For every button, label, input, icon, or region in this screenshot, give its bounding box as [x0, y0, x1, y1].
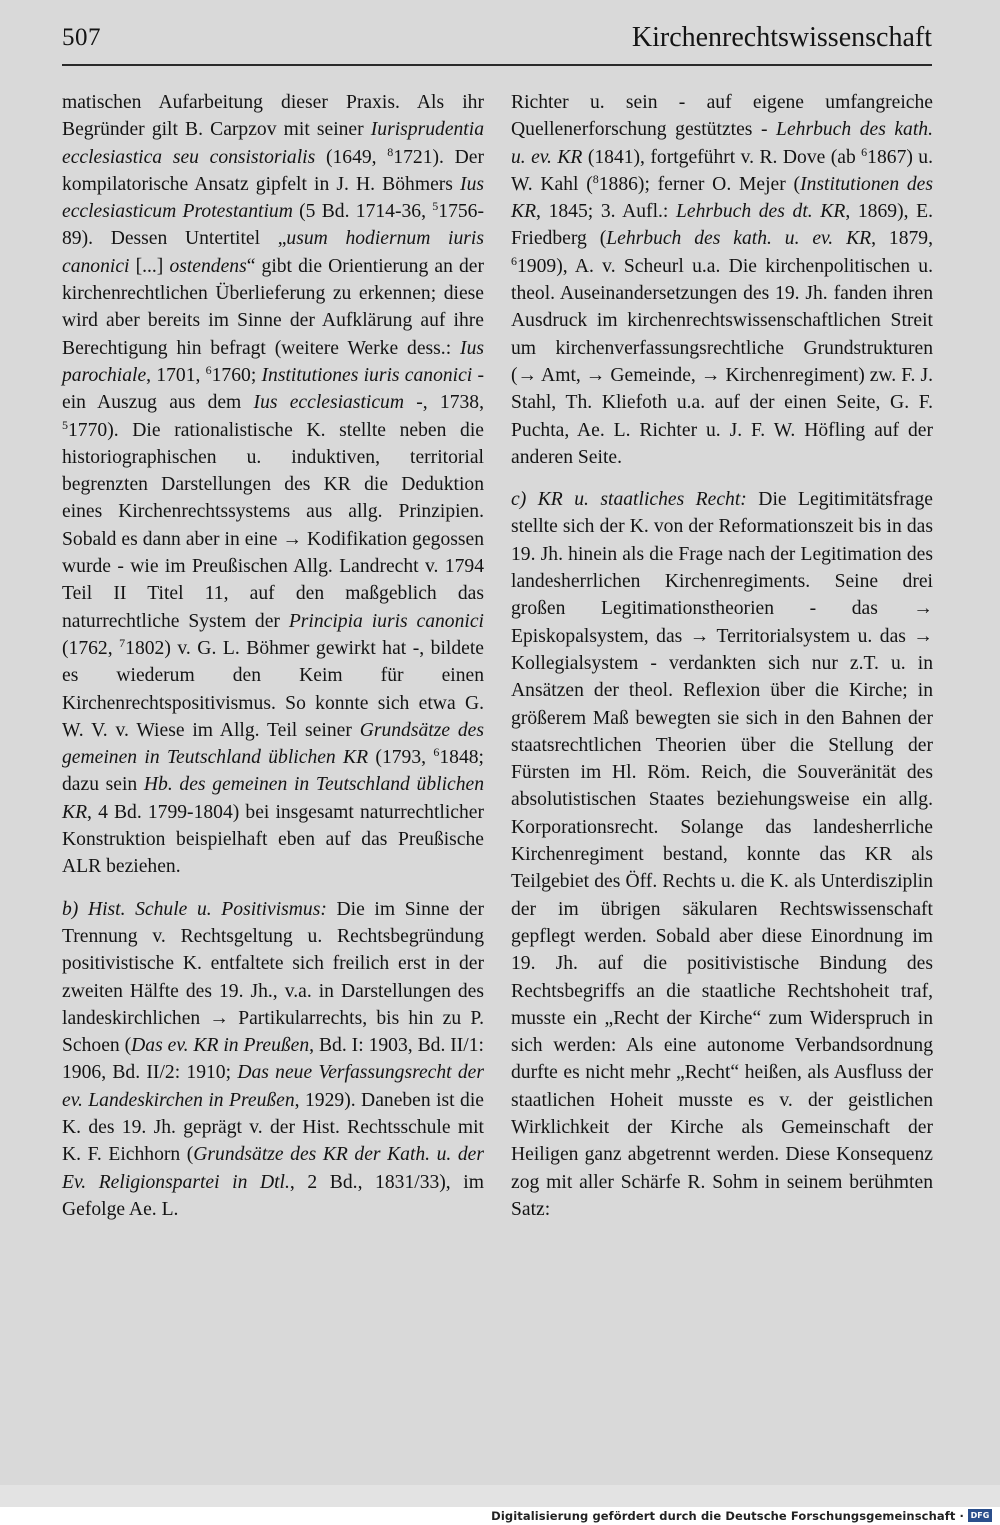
paragraph: Richter u. sein - auf eigene umfangreiche Quellenerforschung gestütztes - Lehrbuch des kath. u. ev. KR (1841), fortgeführt v. R. Dove (ab $^6$1867) u. W. Kahl ($^8$1886); ferner O. Mejer (Institutionen des KR, 1845; 3. Aufl.: Lehrbuch des dt. KR, 1869), E. Friedberg (Lehrbuch des kath. u. ev. KR, 1879, $^6$1909), A. v. Scheurl u.a. Die kirchenpolitischen u. theol. Auseinandersetzungen des 19. Jh. fanden ihren Ausdruck im kirchenrechtswissenschaftlichen Streit um kirchenverfassungsrechtliche Grundstrukturen (→ Amt, → Gemeinde, → Kirchenregiment) zw. F. J. Stahl, Th. Kliefoth u.a. auf der einen Seite, G. F. Puchta, Ae. L. Richter u. J. F. W. Höfling auf der anderen Seite. [511, 92, 933, 468]
edition-superscript: 8 [387, 144, 394, 159]
italic-title: b) Hist. Schule u. Positivismus: [62, 898, 327, 920]
paragraph: c) KR u. staatliches Recht: Die Legitimitätsfrage stellte sich der K. von der Reformationszeit bis in das 19. Jh. hinein als die Frage nach der Legitimation des landesherrlichen Kirchenregiments. Seine drei großen Legitimationstheorien - das → Episkopalsystem, das → Territorialsystem u. das → Kollegialsystem - verdankten sich nur z.T. u. in Ansätzen der theol. Reflexion über die Kirche; in größerem Maß bewegten sie sich in den Bahnen der staatsrechtlichen Theorien über die Stellung der Fürsten im Hl. Röm. Reich, die Souveränität des absolutistischen Staates beziehungsweise ein allg. Korporationsrecht. Solange das landesherrliche Kirchenregiment bestand, konnte das KR als Teilgebiet des Öff. Rechts u. die K. als Unterdisziplin der im übrigen säkularen Rechtswissenschaft gepflegt werden. Sobald aber diese Einordnung im 19. Jh. auf die positivistische Bindung des Rechtsbegriffs an die staatliche Rechtshoheit traf, musste ein „Recht der Kirche“ zum Widerspruch in sich werden: Als eine autonome Verbandsordnung durfte es nicht mehr „Recht“ heißen, als Ausfluss der staatlichen Hoheit musste es v. der geistlichen Wirklichkeit der Kirche als Gemeinschaft der Heiligen ganz abgetrennt werden. Diese Konsequenz zog mit aller Schärfe R. Sohm in seinem berühmten Satz: [511, 489, 933, 1220]
italic-title: Lehrbuch des kath. u. ev. KR [511, 119, 933, 168]
italic-title: c) KR u. staatliches Recht: [511, 489, 747, 511]
edition-superscript: 6 [511, 253, 517, 268]
edition-superscript: 5 [62, 417, 68, 432]
italic-title: Institutionen des KR [511, 173, 933, 223]
italic-title: Lehrbuch des dt. KR [676, 201, 846, 223]
header-rule [62, 64, 932, 66]
dfg-logo: DFG [968, 1509, 992, 1522]
paragraph: b) Hist. Schule u. Positivismus: Die im Sinne der Trennung v. Rechtsgeltung u. Rechtsbegründung positivistische K. entfaltete sich freilich erst in der zweiten Hälfte des 19. Jh., v.a. in Darstellungen des landeskirchlichen → Partikularrechts, bis hin zu P. Schoen (Das ev. KR in Preußen, Bd. I: 1903, Bd. II/1: 1906, Bd. II/2: 1910; Das neue Verfassungsrecht der ev. Landeskirchen in Preußen, 1929). Daneben ist die K. des 19. Jh. geprägt v. der Hist. Rechtsschule mit K. F. Eichhorn (Grundsätze des KR der Kath. u. der Ev. Religionspartei in Dtl., 2 Bd., 1831/33), im Gefolge Ae. L. [62, 898, 485, 1220]
italic-title: Das ev. KR in Preußen [131, 1035, 310, 1057]
edition-superscript: 6 [205, 362, 212, 377]
right-column [511, 89, 933, 1223]
paragraph: matischen Aufarbeitung dieser Praxis. Als ihr Begründer gilt B. Carpzov mit seiner Iurisprudentia ecclesiastica seu consistorialis (1649, $^8$1721). Der kompilatorische Ansatz gipfelt in J. H. Böhmers Ius ecclesiasticum Protestantium (5 Bd. 1714-36, $^5$1756-89). Dessen Untertitel „usum hodiernum iuris canonici [...] ostendens“ gibt die Orientierung an der kirchenrechtlichen Überlieferung zu erkennen; diese wird aber bereits im Sinne der Aufklärung auf ihre Berechtigung hin befragt (weitere Werke dess.: Ius parochiale, 1701, $^6$1760; Institutiones iuris canonici - ein Auszug aus dem Ius ecclesiasticum -, 1738, $^5$1770). Die rationalistische K. stellte neben die historiographischen u. induktiven, territorial begrenzten Darstellungen des KR die Deduktion eines Kirchenrechtssystems aus allg. Prinzipien. Sobald es dann aber in eine → Kodifikation gegossen wurde - wie im Preußischen Allg. Landrecht v. 1794 Teil II Titel 11, auf den maßgeblich das naturrechtliche System der Principia iuris canonici (1762, $^7$1802) v. G. L. Böhmer gewirkt hat -, bildete es wiederum den Keim für einen Kirchenrechtspositivismus. So konnte sich etwa G. W. V. v. Wiese im Allg. Teil seiner Grundsätze des gemeinen in Teutschland üblichen KR (1793, $^6$1848; dazu sein Hb. des gemeinen in Teutschland üblichen KR, 4 Bd. 1799-1804) bei insgesamt naturrechtlicher Konstruktion beispielhaft eben auf das Preußische ALR beziehen. [62, 92, 485, 878]
edition-superscript: 8 [592, 171, 599, 186]
italic-title: Grundsätze des KR der Kath. u. der Ev. Religionspartei in Dtl. [62, 1144, 484, 1193]
left-column [62, 89, 484, 1223]
digitization-credit: Digitalisierung gefördert durch die Deutsche Forschungsgemeinschaft · [491, 1509, 964, 1523]
italic-title: usum hodiernum iuris canonici [62, 228, 484, 277]
italic-title: Ius parochiale [62, 337, 484, 386]
italic-title: Hb. des gemeinen in Teutschland üblichen KR [62, 774, 484, 823]
italic-title: Iurisprudentia ecclesiastica seu consistorialis [62, 119, 484, 168]
italic-title: Grundsätze des gemeinen in Teutschland üblichen KR [62, 719, 485, 769]
italic-title: Ius ecclesiasticum Protestantium [62, 173, 484, 223]
running-title: Kirchenrechtswissenschaft [631, 22, 932, 53]
edition-superscript: 6 [861, 144, 868, 159]
italic-title: Principia iuris canonici [288, 610, 484, 632]
italic-title: Das neue Verfassungsrecht der ev. Landeskirchen in Preußen [62, 1062, 484, 1111]
italic-title: Lehrbuch des kath. u. ev. KR [606, 228, 872, 250]
italic-title: Ius ecclesiasticum [253, 392, 404, 414]
page-number: 507 [62, 24, 101, 51]
italic-title: ostendens [169, 255, 247, 277]
edition-superscript: 7 [119, 635, 126, 650]
edition-superscript: 6 [433, 745, 440, 760]
italic-title: Institutiones iuris canonici [261, 364, 473, 386]
page-header [62, 22, 932, 62]
edition-superscript: 5 [432, 199, 439, 214]
